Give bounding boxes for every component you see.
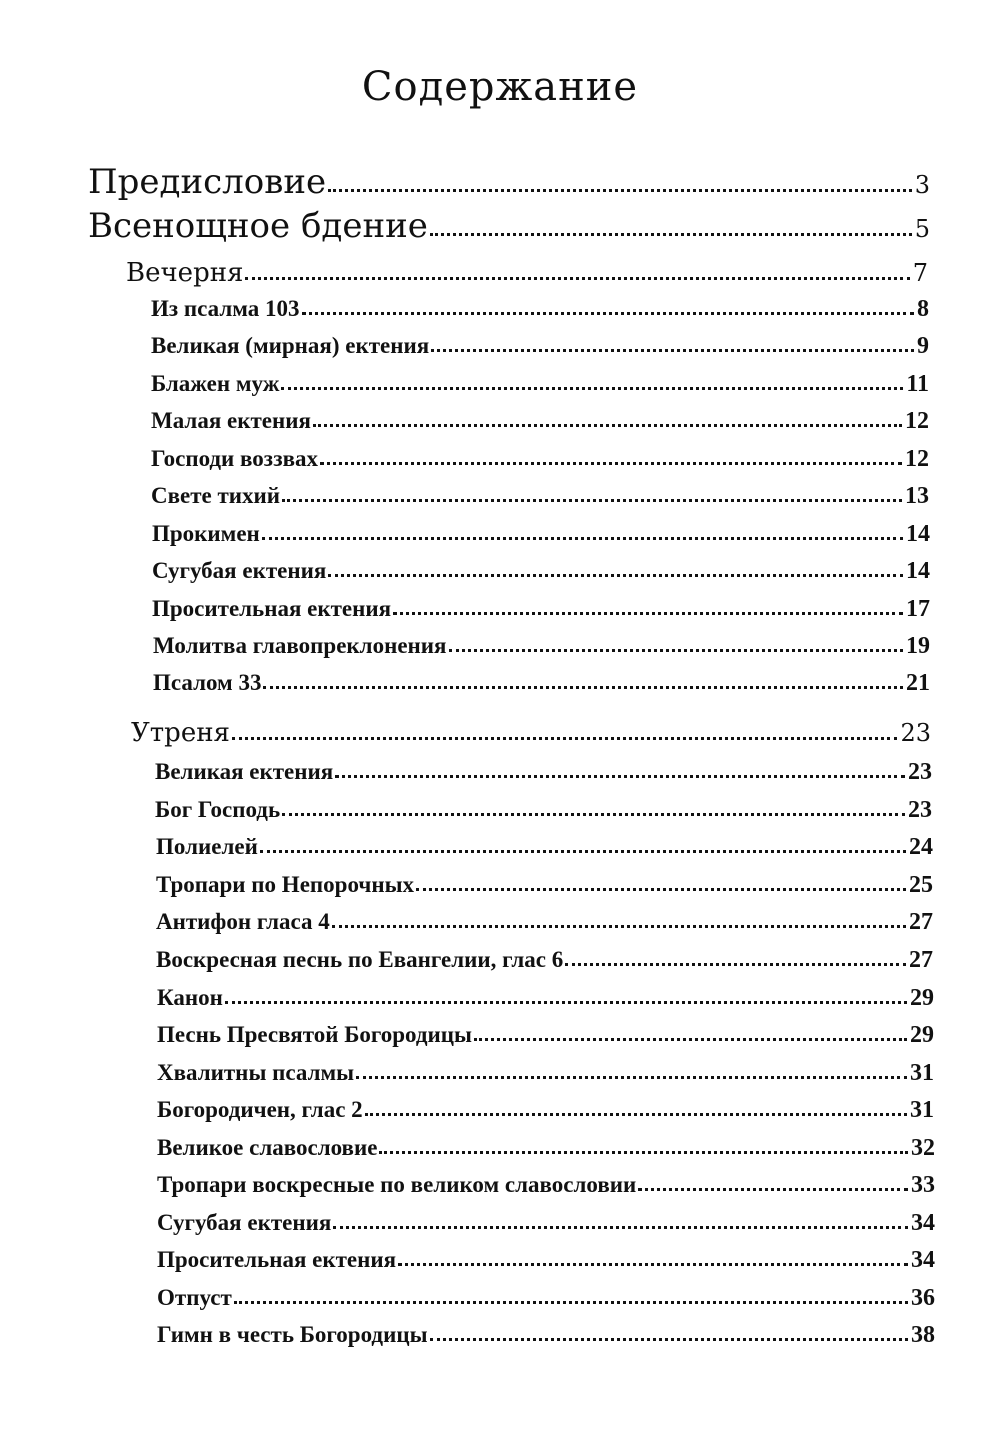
toc-entry[interactable] <box>151 371 929 398</box>
toc-entry-label: Малая ектения <box>151 408 311 433</box>
toc-entry-page: 3 <box>914 171 930 199</box>
toc-entry[interactable] <box>157 1022 934 1049</box>
toc-entry[interactable] <box>157 1322 935 1349</box>
toc-dot-leader <box>335 774 905 778</box>
toc-entry[interactable] <box>152 596 930 623</box>
toc-entry-label: Антифон гласа 4 <box>156 909 330 934</box>
toc-entry-label: Великое славословие <box>157 1135 378 1160</box>
toc-entry-page: 27 <box>909 909 933 935</box>
toc-dot-leader <box>365 1112 907 1116</box>
toc-entry-page: 13 <box>905 483 929 509</box>
toc-entry-page: 27 <box>909 947 933 973</box>
toc-entry-page: 5 <box>914 215 930 243</box>
toc-entry-page: 23 <box>908 759 932 785</box>
toc-entry-page: 17 <box>906 596 930 622</box>
toc-dot-leader <box>320 461 902 465</box>
toc-dot-leader <box>282 812 905 816</box>
toc-entry-vespers[interactable] <box>126 258 928 288</box>
toc-entry-page: 33 <box>911 1172 935 1198</box>
toc-entry-page: 9 <box>917 333 929 359</box>
toc-entry-label: Богородичен, глас 2 <box>157 1097 363 1122</box>
toc-entry[interactable] <box>157 1285 935 1312</box>
toc-entry-page: 29 <box>910 1022 934 1048</box>
toc-entry[interactable] <box>153 670 930 697</box>
toc-entry[interactable] <box>156 872 933 899</box>
toc-dot-leader <box>356 1075 907 1079</box>
toc-entry-label: Воскресная песнь по Евангелии, глас 6 <box>156 947 564 972</box>
toc-entry-label: Отпуст <box>157 1285 232 1310</box>
toc-entry[interactable] <box>156 909 933 936</box>
toc-entry-page: 14 <box>906 558 930 584</box>
toc-entry-label: Великая ектения <box>155 759 334 784</box>
toc-entry-label: Полиелей <box>156 834 258 859</box>
toc-entry-matins[interactable] <box>131 718 931 748</box>
toc-entry-page: 21 <box>906 670 930 696</box>
toc-entry-label: Бог Господь <box>155 797 281 822</box>
toc-entry-label: Сугубая ектения <box>157 1210 332 1235</box>
toc-entry-page: 32 <box>911 1135 935 1161</box>
toc-entry[interactable] <box>152 521 930 548</box>
toc-entry-label: Канон <box>157 985 223 1010</box>
toc-entry-label: Песнь Пресвятой Богородицы <box>157 1022 472 1047</box>
toc-entry-label: Сугубая ектения <box>152 558 327 583</box>
toc-entry-label: Просительная ектения <box>152 596 392 621</box>
toc-dot-leader <box>245 276 909 280</box>
toc-entry-label: Господи воззвах <box>151 446 318 471</box>
toc-entry-label: Молитва главопреклонения <box>153 633 447 658</box>
toc-dot-leader <box>474 1037 907 1041</box>
toc-entry-page: 24 <box>909 834 933 860</box>
toc-dot-leader <box>416 887 906 891</box>
toc-dot-leader <box>393 611 903 615</box>
toc-entry-page: 29 <box>910 985 934 1011</box>
toc-dot-leader <box>449 648 904 652</box>
toc-entry-label: Прокимен <box>152 521 260 546</box>
toc-entry-label: Утреня <box>131 718 230 748</box>
toc-entry[interactable] <box>157 1210 935 1237</box>
toc-dot-leader <box>263 685 903 689</box>
toc-entry-preface[interactable] <box>88 162 930 202</box>
toc-dot-leader <box>333 1225 908 1229</box>
toc-entry-label: Блажен муж <box>151 371 280 396</box>
toc-entry-page: 31 <box>910 1097 934 1123</box>
toc-dot-leader <box>282 498 902 502</box>
toc-dot-leader <box>328 573 903 577</box>
toc-entry[interactable] <box>157 1135 935 1162</box>
toc-dot-leader <box>302 311 915 315</box>
toc-entry-label: Предисловие <box>88 162 327 202</box>
toc-entry[interactable] <box>157 985 934 1012</box>
page-title: Содержание <box>361 64 639 110</box>
toc-dot-leader <box>262 536 903 540</box>
toc-dot-leader <box>430 232 912 236</box>
toc-entry[interactable] <box>153 633 930 660</box>
toc-dot-leader <box>565 962 906 966</box>
toc-entry-label: Вечерня <box>126 258 244 288</box>
toc-entry-page: 23 <box>900 719 931 747</box>
toc-dot-leader <box>225 1000 907 1004</box>
toc-entry-vigil[interactable] <box>88 206 930 246</box>
toc-entry-page: 8 <box>917 296 929 322</box>
toc-entry[interactable] <box>156 947 933 974</box>
toc-entry-label: Великая (мирная) ектения <box>151 333 430 358</box>
toc-entry-page: 31 <box>910 1060 934 1086</box>
toc-entry[interactable] <box>152 558 930 585</box>
toc-dot-leader <box>281 386 903 390</box>
toc-entry-page: 12 <box>905 408 929 434</box>
toc-entry[interactable] <box>151 296 929 323</box>
toc-dot-leader <box>260 849 906 853</box>
toc-dot-leader <box>232 736 898 740</box>
toc-entry-page: 38 <box>911 1322 935 1348</box>
toc-entry-label: Гимн в честь Богородицы <box>157 1322 428 1347</box>
toc-entry-page: 25 <box>909 872 933 898</box>
toc-entry-label: Хвалитны псалмы <box>157 1060 355 1085</box>
toc-dot-leader <box>638 1187 908 1191</box>
toc-entry-page: 14 <box>906 521 930 547</box>
toc-entry-page: 34 <box>911 1247 935 1273</box>
toc-entry-label: Псалом 33 <box>153 670 262 695</box>
toc-entry-page: 36 <box>911 1285 935 1311</box>
toc-entry[interactable] <box>157 1247 935 1274</box>
toc-entry[interactable] <box>151 408 929 435</box>
toc-dot-leader <box>431 348 914 352</box>
toc-dot-leader <box>332 924 906 928</box>
toc-dot-leader <box>430 1337 908 1341</box>
toc-entry[interactable] <box>157 1172 935 1199</box>
toc-entry-label: Тропари воскресные по великом славословии <box>157 1172 637 1197</box>
toc-entry[interactable] <box>157 1060 934 1087</box>
toc-entry-label: Из псалма 103 <box>151 296 300 321</box>
toc-entry[interactable] <box>155 759 932 786</box>
toc-entry[interactable] <box>151 333 929 360</box>
toc-dot-leader <box>313 423 902 427</box>
toc-entry-label: Свете тихий <box>151 483 281 508</box>
toc-dot-leader <box>234 1300 908 1304</box>
toc-entry-page: 19 <box>906 633 930 659</box>
toc-entry[interactable] <box>155 797 932 824</box>
toc-entry[interactable] <box>151 483 929 510</box>
toc-dot-leader <box>379 1150 908 1154</box>
toc-entry-page: 11 <box>906 371 929 397</box>
toc-entry-label: Просительная ектения <box>157 1247 397 1272</box>
toc-dot-leader <box>328 188 912 192</box>
toc-entry-page: 7 <box>912 259 928 287</box>
toc-entry[interactable] <box>151 446 929 473</box>
toc-dot-leader <box>398 1262 908 1266</box>
toc-entry-label: Тропари по Непорочных <box>156 872 415 897</box>
toc-entry-label: Всенощное бдение <box>88 206 428 246</box>
toc-entry-page: 12 <box>905 446 929 472</box>
toc-entry-page: 23 <box>908 797 932 823</box>
toc-entry[interactable] <box>156 834 933 861</box>
toc-entry[interactable] <box>157 1097 934 1124</box>
toc-entry-page: 34 <box>911 1210 935 1236</box>
